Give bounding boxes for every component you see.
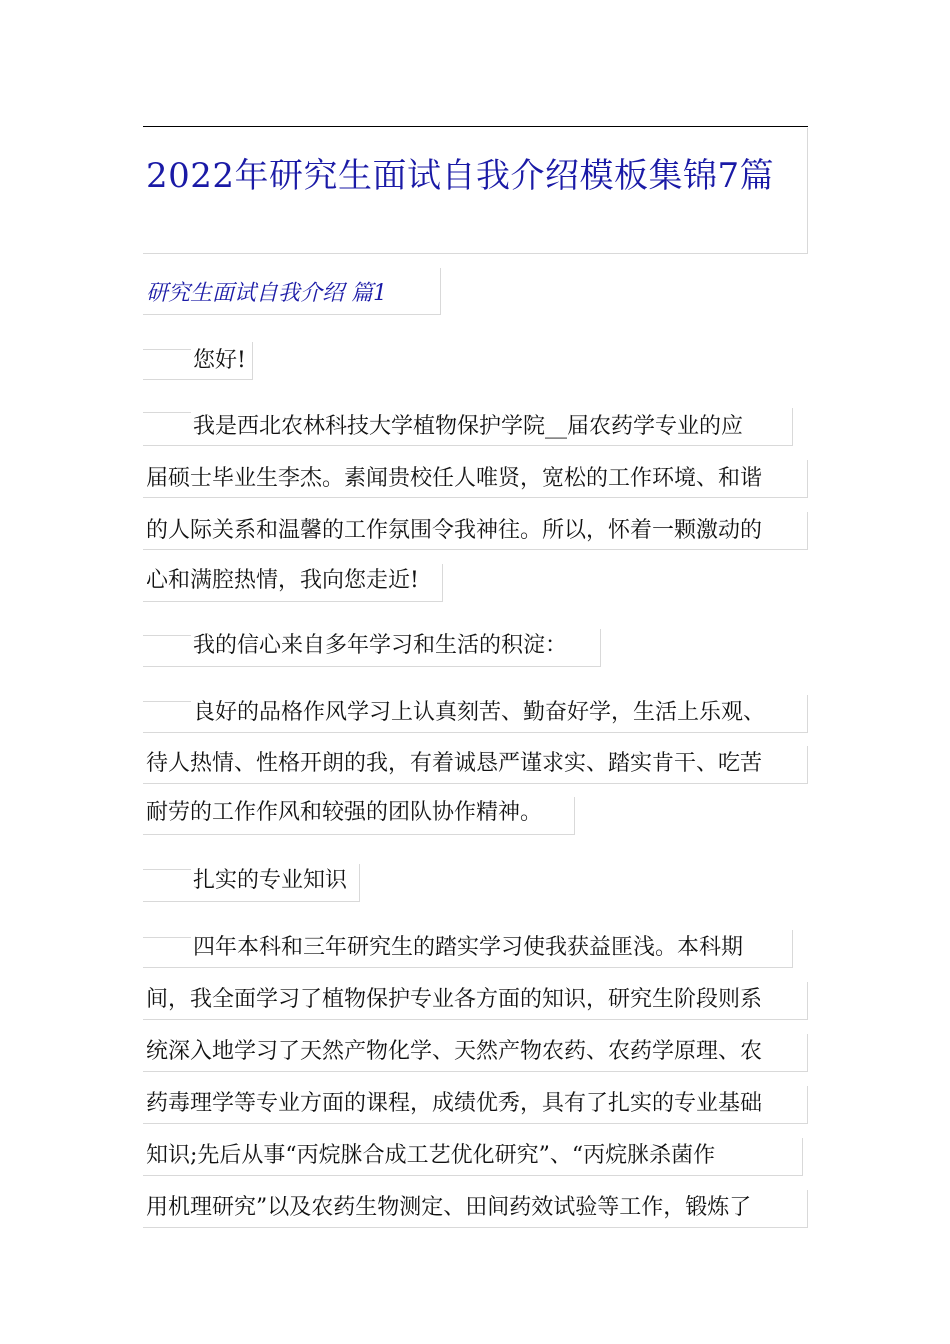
paragraph-line: 我的信心来自多年学习和生活的积淀：: [193, 633, 568, 658]
paragraph-line: 待人热情、性格开朗的我，有着诚恳严谨求实、踏实肯干、吃苦: [146, 751, 763, 776]
top-rule: [143, 126, 808, 127]
paragraph-line: 良好的品格作风学习上认真刻苦、勤奋好学，生活上乐观、: [193, 700, 766, 725]
paragraph-line: 届硕士毕业生李杰。素闻贵校任人唯贤，宽松的工作环境、和谐: [146, 466, 763, 491]
section-heading: 研究生面试自我介绍 篇1: [146, 281, 387, 306]
paragraph-line: 您好!: [193, 348, 246, 373]
paragraph-line: 统深入地学习了天然产物化学、天然产物农药、农药学原理、农: [146, 1039, 763, 1064]
paragraph-line: 耐劳的工作作风和较强的团队协作精神。: [146, 800, 543, 825]
paragraph-line: 药毒理学等专业方面的课程，成绩优秀，具有了扎实的专业基础: [146, 1091, 763, 1116]
paragraph-line: 四年本科和三年研究生的踏实学习使我获益匪浅。本科期: [193, 935, 744, 960]
paragraph-line: 间，我全面学习了植物保护专业各方面的知识，研究生阶段则系: [146, 987, 763, 1012]
paragraph-line: 我是西北农林科技大学植物保护学院__届农药学专业的应: [193, 414, 744, 439]
document-title: 2022年研究生面试自我介绍模板集锦7篇: [146, 156, 775, 196]
paragraph-line: 的人际关系和温馨的工作氛围令我神往。所以，怀着一颗激动的: [146, 518, 763, 543]
paragraph-line: 扎实的专业知识: [193, 868, 348, 893]
paragraph-line: 用机理研究”以及农药生物测定、田间药效试验等工作，锻炼了: [146, 1195, 752, 1220]
paragraph-line: 知识;先后从事“丙烷脒合成工艺优化研究”、“丙烷脒杀菌作: [146, 1143, 716, 1168]
paragraph-line: 心和满腔热情，我向您走近!: [146, 568, 419, 593]
